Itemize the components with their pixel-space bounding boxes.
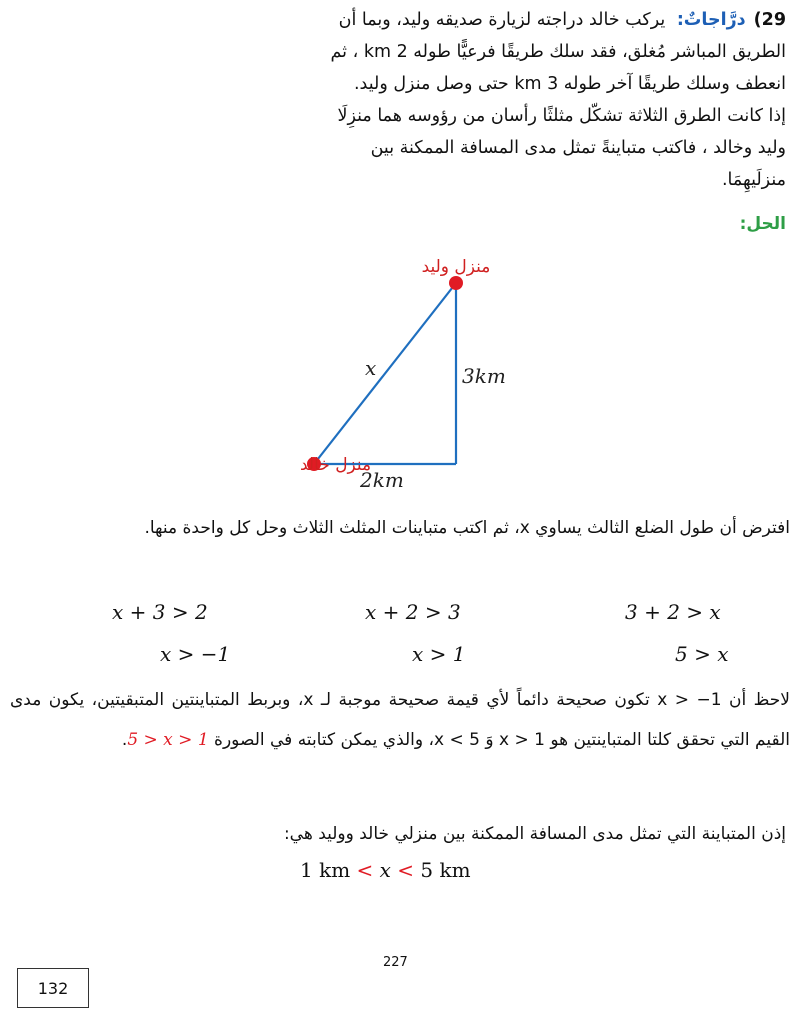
paragraph2-end: . (121, 730, 128, 750)
conclusion-text: إذن المتباينة التي تمثل مدى المسافة الممكنة بين منزلي خالد ووليد هي: (283, 824, 786, 844)
inequality-2-solution: x > 1 (412, 642, 466, 666)
page-box-number: 132 (17, 968, 89, 1008)
inequality-2: x + 2 > 3 (365, 600, 461, 624)
inequality-1-solution: 5 > x (675, 642, 729, 666)
paragraph-combine-inequalities (10, 680, 790, 760)
combined-inequality: 5 > x > 1 (127, 730, 209, 750)
label-side-x: x (365, 356, 377, 380)
label-khaled-house: منزل خالد (300, 455, 372, 475)
problem-title: درَّاجاتٌ: (676, 10, 746, 30)
inequalities-row-2 (0, 642, 800, 676)
problem-number: 29) (753, 10, 786, 30)
inequality-3: x + 3 > 2 (112, 600, 208, 624)
label-walid-house: منزل وليد (421, 257, 491, 277)
problem-line-2: الطريق المباشر مُغلق، فقد سلك طريقًا فرعيًّا طوله 2 km ، ثم (330, 42, 786, 62)
walid-house-point (449, 276, 463, 290)
problem-line-4: إذا كانت الطرق الثلاثة تشكّل مثلثًا رأسان من رؤوسه هما منزِلَا (337, 106, 786, 126)
problem-line-5: وليد وخالد ، فاكتب متباينةً تمثل مدى المسافة الممكنة بين (370, 138, 786, 158)
final-variable: x (379, 858, 391, 882)
label-side-3km: 3km (462, 364, 506, 388)
paragraph-assume-third-side: افترض أن طول الضلع الثالث يساوي x، ثم اكتب متباينات المثلث الثلاث وحل كل واحدة منها. (144, 518, 790, 538)
inequality-1: 3 + 2 > x (625, 600, 721, 624)
final-op-2: < (397, 858, 415, 882)
inequalities-row-1 (0, 600, 800, 634)
final-lower-bound: 1 km (300, 858, 351, 882)
problem-line-3: انعطف وسلك طريقًا آخر طوله 3 km حتى وصل منزل وليد. (353, 74, 786, 94)
hypotenuse-line (314, 283, 456, 464)
label-side-2km: 2km (360, 468, 404, 492)
final-upper-bound: 5 km (420, 858, 471, 882)
problem-line-6: منزلَيهِمَا. (721, 170, 786, 190)
inequality-3-solution: x > −1 (160, 642, 231, 666)
problem-line-1 (16, 4, 786, 36)
triangle-diagram (200, 250, 560, 500)
problem-statement (16, 4, 786, 196)
final-answer (300, 858, 471, 882)
problem-text-1: يركب خالد دراجته لزيارة صديقه وليد، وبما أن (338, 10, 666, 30)
paragraph2-text: لاحظ أن x > −1 تكون صحيحة دائماً لأي قيمة صحيحة موجبة لـ x، وبربط المتباينتين المتبقيتين، يكون مدى القيم التي تحقق كلتا المتباينتين هو x > 1 وَ x < 5، والذي يمكن كتابته في الصورة (10, 690, 791, 750)
final-op-1: < (356, 858, 374, 882)
page-number: 227 (383, 955, 408, 970)
solution-label: الحل: (739, 214, 786, 234)
